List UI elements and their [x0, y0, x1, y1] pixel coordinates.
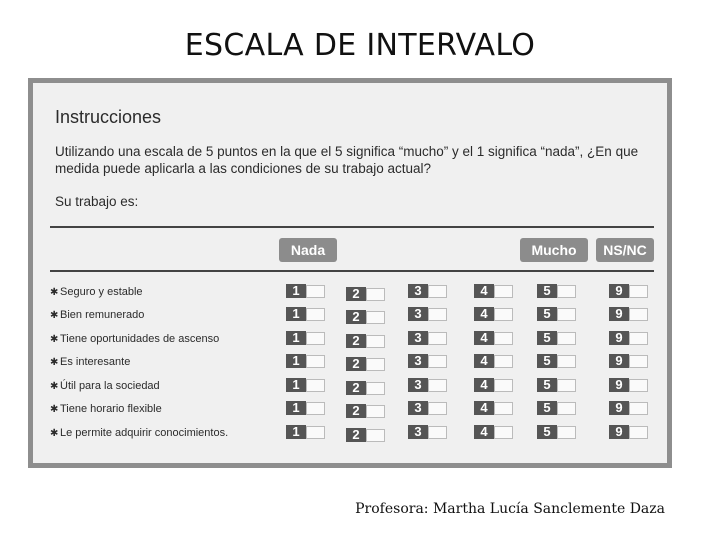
item-text: Tiene oportunidades de ascenso — [60, 333, 220, 345]
rating-checkbox[interactable] — [629, 379, 648, 392]
rating-number: 9 — [609, 284, 629, 298]
rating-checkbox[interactable] — [306, 426, 325, 439]
divider-bottom — [50, 270, 654, 272]
rating-number: 4 — [474, 331, 494, 345]
rating-checkbox[interactable] — [306, 355, 325, 368]
rating-number: 9 — [609, 401, 629, 415]
rating-checkbox[interactable] — [629, 308, 648, 321]
rating-number: 1 — [286, 284, 306, 298]
rating-checkbox[interactable] — [366, 335, 385, 348]
rating-option[interactable] — [609, 307, 649, 321]
rating-option[interactable] — [408, 354, 448, 368]
rating-checkbox[interactable] — [428, 332, 447, 345]
rating-number: 2 — [346, 428, 366, 442]
rating-number: 9 — [609, 331, 629, 345]
rating-number: 4 — [474, 378, 494, 392]
item-text: Bien remunerado — [60, 309, 145, 321]
rating-option[interactable] — [346, 404, 386, 418]
bullet-icon: ✱ — [50, 381, 59, 392]
rating-checkbox[interactable] — [557, 355, 576, 368]
rating-number: 9 — [609, 425, 629, 439]
rating-checkbox[interactable] — [366, 382, 385, 395]
rating-checkbox[interactable] — [494, 402, 513, 415]
rating-checkbox[interactable] — [428, 402, 447, 415]
bullet-icon: ✱ — [50, 310, 59, 321]
rating-option[interactable] — [346, 381, 386, 395]
rating-number: 5 — [537, 401, 557, 415]
rating-number: 3 — [408, 378, 428, 392]
rating-number: 3 — [408, 401, 428, 415]
job-prompt: Su trabajo es: — [55, 194, 139, 209]
rating-number: 1 — [286, 307, 306, 321]
rating-option[interactable] — [537, 307, 577, 321]
rating-number: 9 — [609, 378, 629, 392]
rating-option[interactable] — [408, 331, 448, 345]
rating-option[interactable] — [609, 331, 649, 345]
slide-title: ESCALA DE INTERVALO — [184, 28, 536, 63]
rating-checkbox[interactable] — [306, 402, 325, 415]
rating-option[interactable] — [408, 401, 448, 415]
scale-label-nsnc: NS/NC — [596, 238, 654, 262]
rating-checkbox[interactable] — [366, 358, 385, 371]
rating-option[interactable] — [408, 378, 448, 392]
instructions-text: Utilizando una escala de 5 puntos en la que el 5 significa “mucho” y el 1 significa “nada”, ¿En que medida puede aplicarla a las condiciones de su trabajo actual? — [55, 144, 639, 176]
rating-checkbox[interactable] — [306, 285, 325, 298]
rating-number: 2 — [346, 334, 366, 348]
rating-option[interactable] — [474, 378, 514, 392]
rating-checkbox[interactable] — [494, 332, 513, 345]
rating-number: 5 — [537, 284, 557, 298]
bullet-icon: ✱ — [50, 428, 59, 439]
rating-number: 5 — [537, 354, 557, 368]
rating-option[interactable] — [286, 425, 326, 439]
bullet-icon: ✱ — [50, 287, 59, 298]
rating-checkbox[interactable] — [306, 308, 325, 321]
rating-number: 2 — [346, 357, 366, 371]
rating-checkbox[interactable] — [557, 379, 576, 392]
rating-number: 2 — [346, 381, 366, 395]
rating-option[interactable] — [609, 401, 649, 415]
rating-option[interactable] — [609, 284, 649, 298]
scale-label-nada: Nada — [279, 238, 337, 262]
rating-checkbox[interactable] — [366, 288, 385, 301]
rating-option[interactable] — [474, 307, 514, 321]
item-label — [50, 356, 130, 368]
rating-number: 2 — [346, 310, 366, 324]
footer-credit: Profesora: Martha Lucía Sanclemente Daza — [355, 501, 665, 517]
item-text: Útil para la sociedad — [60, 380, 160, 392]
item-text: Seguro y estable — [60, 286, 143, 298]
rating-number: 1 — [286, 331, 306, 345]
rating-number: 3 — [408, 284, 428, 298]
rating-checkbox[interactable] — [366, 429, 385, 442]
rating-option[interactable] — [537, 425, 577, 439]
rating-option[interactable] — [474, 331, 514, 345]
scale-label-mucho: Mucho — [520, 238, 588, 262]
item-label — [50, 427, 228, 439]
rating-number: 3 — [408, 307, 428, 321]
rating-checkbox[interactable] — [428, 426, 447, 439]
rating-checkbox[interactable] — [557, 308, 576, 321]
rating-checkbox[interactable] — [306, 332, 325, 345]
rating-number: 3 — [408, 331, 428, 345]
instructions-title: Instrucciones — [55, 107, 162, 127]
rating-option[interactable] — [346, 334, 386, 348]
rating-number: 2 — [346, 404, 366, 418]
rating-option[interactable] — [286, 401, 326, 415]
rating-checkbox[interactable] — [428, 308, 447, 321]
rating-number: 1 — [286, 354, 306, 368]
item-text: Le permite adquirir conocimientos. — [60, 427, 229, 439]
rating-option[interactable] — [408, 284, 448, 298]
rating-number: 4 — [474, 354, 494, 368]
rating-option[interactable] — [286, 331, 326, 345]
rating-option[interactable] — [474, 401, 514, 415]
rating-number: 5 — [537, 425, 557, 439]
rating-checkbox[interactable] — [366, 405, 385, 418]
rating-option[interactable] — [286, 378, 326, 392]
rating-number: 4 — [474, 401, 494, 415]
rating-option[interactable] — [537, 354, 577, 368]
item-label — [50, 286, 143, 298]
rating-checkbox[interactable] — [366, 311, 385, 324]
rating-checkbox[interactable] — [629, 355, 648, 368]
rating-option[interactable] — [537, 378, 577, 392]
rating-checkbox[interactable] — [557, 332, 576, 345]
rating-checkbox[interactable] — [428, 379, 447, 392]
rating-option[interactable] — [609, 354, 649, 368]
rating-option[interactable] — [286, 307, 326, 321]
rating-number: 4 — [474, 307, 494, 321]
rating-number: 3 — [408, 354, 428, 368]
rating-checkbox[interactable] — [629, 332, 648, 345]
rating-number: 4 — [474, 425, 494, 439]
rating-option[interactable] — [537, 331, 577, 345]
bullet-icon: ✱ — [50, 357, 59, 368]
rating-option[interactable] — [408, 425, 448, 439]
rating-number: 5 — [537, 378, 557, 392]
rating-option[interactable] — [474, 284, 514, 298]
rating-number: 5 — [537, 307, 557, 321]
rating-checkbox[interactable] — [428, 355, 447, 368]
rating-option[interactable] — [537, 284, 577, 298]
item-label — [50, 380, 160, 392]
rating-number: 4 — [474, 284, 494, 298]
rating-number: 5 — [537, 331, 557, 345]
rating-checkbox[interactable] — [629, 402, 648, 415]
rating-checkbox[interactable] — [494, 308, 513, 321]
rating-checkbox[interactable] — [629, 285, 648, 298]
rating-checkbox[interactable] — [557, 285, 576, 298]
rating-option[interactable] — [537, 401, 577, 415]
rating-number: 2 — [346, 287, 366, 301]
bullet-icon: ✱ — [50, 334, 59, 345]
rating-checkbox[interactable] — [494, 426, 513, 439]
rating-option[interactable] — [474, 354, 514, 368]
rating-checkbox[interactable] — [428, 285, 447, 298]
rating-number: 1 — [286, 425, 306, 439]
rating-checkbox[interactable] — [557, 426, 576, 439]
rating-option[interactable] — [346, 310, 386, 324]
rating-checkbox[interactable] — [306, 379, 325, 392]
rating-number: 1 — [286, 401, 306, 415]
rating-option[interactable] — [609, 425, 649, 439]
rating-number: 1 — [286, 378, 306, 392]
rating-checkbox[interactable] — [557, 402, 576, 415]
item-label — [50, 333, 219, 345]
rating-checkbox[interactable] — [494, 285, 513, 298]
rating-number: 9 — [609, 307, 629, 321]
item-label — [50, 403, 162, 415]
rating-option[interactable] — [286, 284, 326, 298]
item-text: Tiene horario flexible — [60, 403, 162, 415]
item-label — [50, 309, 144, 321]
rating-option[interactable] — [346, 428, 386, 442]
rating-option[interactable] — [286, 354, 326, 368]
rating-option[interactable] — [346, 287, 386, 301]
rating-checkbox[interactable] — [494, 355, 513, 368]
rating-number: 3 — [408, 425, 428, 439]
rating-option[interactable] — [474, 425, 514, 439]
rating-option[interactable] — [609, 378, 649, 392]
bullet-icon: ✱ — [50, 404, 59, 415]
rating-option[interactable] — [408, 307, 448, 321]
divider-top — [50, 226, 654, 228]
rating-number: 9 — [609, 354, 629, 368]
rating-option[interactable] — [346, 357, 386, 371]
rating-checkbox[interactable] — [629, 426, 648, 439]
item-text: Es interesante — [60, 356, 131, 368]
rating-checkbox[interactable] — [494, 379, 513, 392]
